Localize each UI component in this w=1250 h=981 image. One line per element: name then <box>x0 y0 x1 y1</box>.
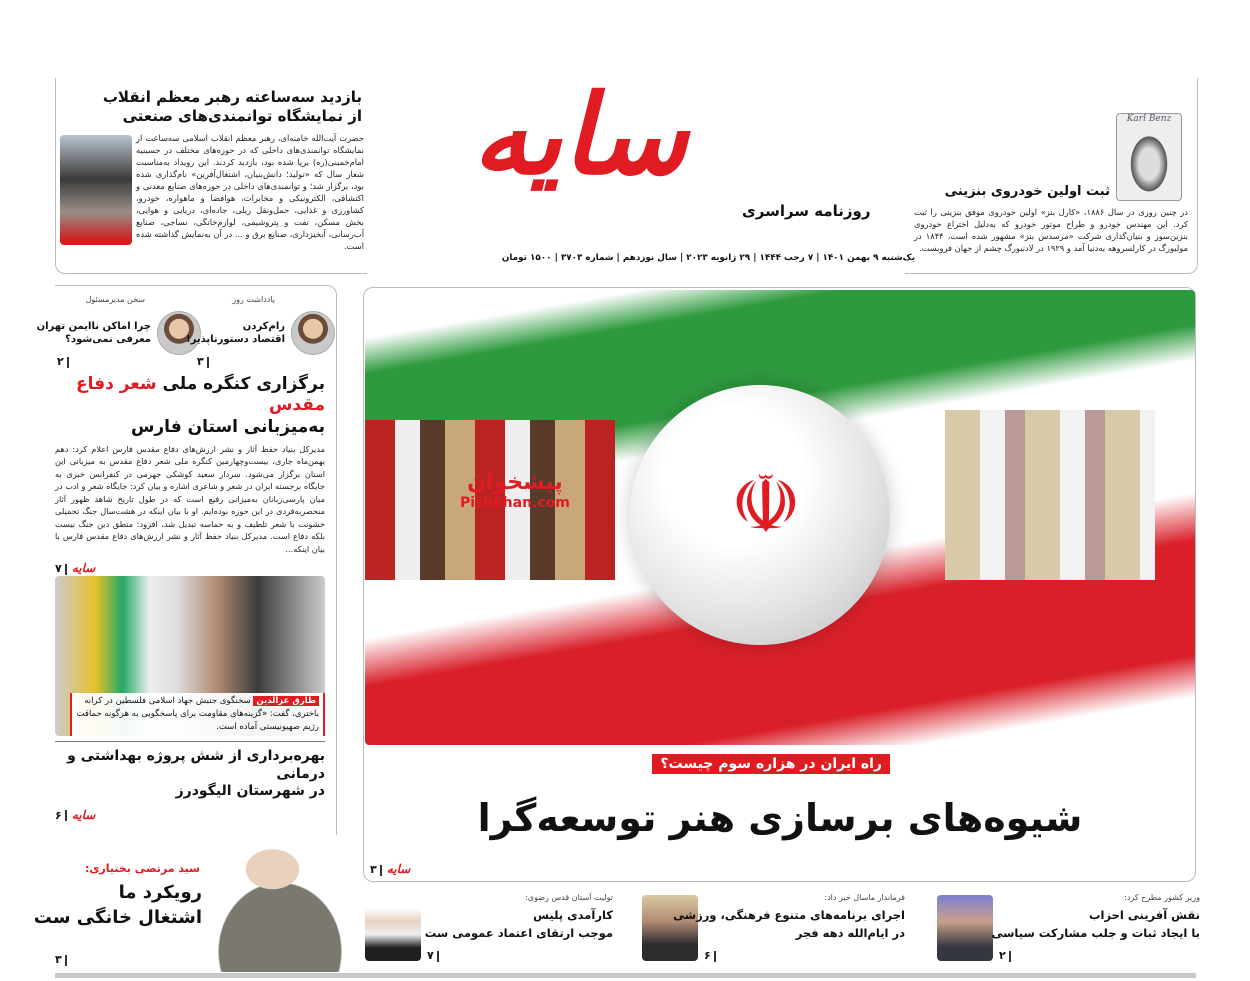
health-projects-headline[interactable] <box>55 748 325 801</box>
column-title-line: اقتصاد دستورناپذیر! <box>186 333 285 345</box>
news-title <box>425 906 613 942</box>
quote-text: سخنگوی جنبش جهاد اسلامی فلسطین در کرانه باختری، گفت: «گزینه‌های مقاومت برای پاسخگویی به هرگونه حماقت رژیم صهیونیستی آماده است. <box>76 696 319 733</box>
column-title[interactable] <box>186 321 285 346</box>
title-line: کارآمدی پلیس <box>533 908 613 922</box>
news-title <box>991 906 1200 942</box>
tariq-photo-block <box>55 576 325 736</box>
top-right-body: در چنین روزی در سال ۱۸۸۶، «کارل بنز» اولین خودروی موفق بنزینی را ثبت کرد. این مهندس خودرو و طراح موتور خودرو که به‌دلیل اختراع خودروی بنزین‌سوز و بنیان‌گذاری شرکت «مرسدس بنز» مشهور شده است، ۱۸۴۴ در مولبورگ در کارلسروهه به‌دنیا آمد و ۱۹۲۹ در لادنبورگ چشم از جهان فروبست. <box>914 207 1188 253</box>
quote-speaker: طارق عزالدین <box>253 696 319 706</box>
quote-box <box>70 693 325 736</box>
main-feature-image <box>365 290 1195 745</box>
headline-text: برگزاری کنگره ملی <box>156 374 325 394</box>
news-label: تولیت آستان قدس رضوی: <box>525 893 613 902</box>
poetry-congress-body: مدیرکل بنیاد حفظ آثار و نشر ارزش‌های دفاع مقدس فارس اعلام کرد: دهم بهمن‌ماه جاری، بیست‌وچهارمین کنگره ملی شعر دفاع مقدس به میزبانی این استان برگزار می‌شود. سردار سعید کوشکی جهرمی در کنفرانس خبری به جایگاه برجسته ایران در شعر و شاعری اشاره و بیان کرد: جایگاه شعر و ادب در میان پارسی‌زبانان به‌میزانی رفیع است که در طول تاریخ شاهد ظهور آثار منحصربه‌فردی در این حوزه بوده‌ایم. او با بیان اینکه در هشت‌سال جنگ تحمیلی خشونت با شعر تلطیف و به حماسه تبدیل شد، افزود: منطق دین جنگ نیست بلکه دفاع است. مدیرکل بنیاد حفظ آثار و نشر ارزش‌های دفاع مقدس فارس با بیان اینکه... <box>55 443 325 554</box>
bakhtiari-photo <box>205 835 355 972</box>
bottom-news-item[interactable] <box>363 893 613 965</box>
news-label: وزیر کشور مطرح کرد: <box>1124 893 1200 902</box>
page-ref: ۳ <box>197 355 209 368</box>
column-title[interactable] <box>37 321 151 346</box>
people-in-traditional-dress <box>945 410 1155 580</box>
column-title-line: رام‌کردن <box>242 321 285 332</box>
saye-mini-logo: سایه <box>71 561 96 576</box>
poetry-congress-headline[interactable] <box>55 374 325 438</box>
news-label: فرماندار ماسال خبر داد: <box>824 893 905 902</box>
top-left-headline[interactable] <box>62 88 362 126</box>
column-title-line: معرفی نمی‌شود؟ <box>65 333 151 345</box>
headline-highlight: شعر دفاع مقدس <box>75 374 325 416</box>
dateline: یک‌شنبه ۹ بهمن ۱۴۰۱ | ۷ رجب ۱۴۴۴ | ۲۹ ژانویه ۲۰۲۳ | سال نوزدهم | شماره ۳۷۰۳ | ۱۵۰۰ تومان <box>501 253 915 263</box>
main-headline[interactable]: شیوه‌های برسازی هنر توسعه‌گرا <box>477 796 1083 840</box>
health-page-ref <box>55 804 325 822</box>
top-right-headline[interactable]: ثبت اولین خودروی بنزینی <box>944 184 1110 199</box>
title-line: موجب ارتقای اعتماد عمومی ست <box>424 926 613 940</box>
astan-quds-custodian-photo <box>365 895 421 961</box>
page-ref: ۷ <box>427 949 439 962</box>
column-title-line: چرا اماکن ناایمن تهران <box>36 321 151 332</box>
page-ref: ۲ <box>999 949 1011 962</box>
title-line: در ایام‌الله دهه فجر <box>795 926 905 940</box>
headline-line-2: از نمایشگاه توانمندی‌های صنعتی <box>122 106 362 125</box>
pishkhan-watermark <box>460 470 570 511</box>
main-page-ref <box>370 858 410 877</box>
headline-line-1: بازدید سه‌ساعته رهبر معظم انقلاب <box>102 88 362 106</box>
page-ref: ۶ <box>704 949 716 962</box>
interview-headline[interactable] <box>34 880 202 930</box>
page-ref: ۷ <box>55 562 67 575</box>
page-ref: ۶ <box>55 809 67 822</box>
masthead-subtitle: روزنامه سراسری <box>742 202 871 220</box>
interview-speaker: سید مرتضی بختیاری: <box>84 862 200 875</box>
headline-line-2: اشتغال خانگی ست <box>33 907 202 928</box>
bottom-news-item[interactable] <box>640 893 905 965</box>
poetry-page-ref <box>55 557 325 576</box>
page-ref: ۳ <box>55 953 67 966</box>
top-left-body: حضرت آیت‌الله خامنه‌ای، رهبر معظم انقلاب اسلامی سه‌ساعت از نمایشگاه توانمندی‌های داخلی که در حوزه‌های مختلف در حسینیه امام‌خمینی(ره) برپا شده بود، بازدید کردند. این رویداد به‌مناسبت شعار سال که «تولید؛ دانش‌بنیان، اشتغال‌آفرین» نام‌گذاری شده بود، برگزار شد؛ و توانمندی‌های داخلی در حوزه‌های صنایع معدنی و اکتشافی، الکترونیکی و مخابرات، هوافضا و ماهواره، خودرو، کشاورزی و غذایی، حمل‌ونقل ریلی، جاده‌ای، دریایی و هوایی، بخش مسکن، نفت و پتروشیمی، لوازم‌خانگی، نساجی، صنایع آب‌رسانی، آبخیزداری، صنایع برق و ... در آن به‌نمایش گذاشته شده است. <box>136 133 364 251</box>
left-column-flow <box>55 374 325 822</box>
footer-bar <box>55 973 1196 978</box>
headline-line-2: در شهرستان الیگودرز <box>175 783 325 800</box>
news-title <box>673 906 905 942</box>
karl-benz-portrait <box>1116 113 1182 201</box>
headline-line-1: رویکرد ما <box>118 882 202 903</box>
title-line: نقش آفرینی احزاب <box>1088 908 1200 922</box>
columnist-avatar <box>291 311 335 355</box>
watermark-fa: پیشخوان <box>467 470 563 495</box>
column-label: یادداشت روز <box>232 295 275 304</box>
main-kicker[interactable]: راه ایران در هزاره سوم چیست؟ <box>652 754 890 774</box>
headline-line-1 <box>55 374 325 417</box>
page-ref: ۳ <box>370 863 382 876</box>
divider <box>55 741 325 742</box>
leader-visit-photo <box>60 135 132 245</box>
title-line: اجرای برنامه‌های متنوع فرهنگی، ورزشی <box>673 908 905 922</box>
masthead-logo: سایه <box>472 71 688 199</box>
column-label: سخن مدیرمسئول <box>85 295 145 304</box>
headline-line-2: به‌میزبانی استان فارس <box>130 416 325 437</box>
page-ref: ۲ <box>57 355 69 368</box>
saye-mini-logo: سایه <box>71 807 96 822</box>
interior-minister-photo <box>937 895 993 961</box>
portrait-caption: Karl Benz <box>1126 114 1172 124</box>
title-line: با ایجاد ثبات و جلب مشارکت سیاسی <box>991 926 1200 940</box>
watermark-en: Pishkhan.com <box>460 495 570 511</box>
headline-line-1: بهره‌برداری از شش پروژه بهداشتی و درمانی <box>67 748 325 782</box>
iran-emblem-icon: ☫ <box>730 458 802 551</box>
bottom-news-item[interactable] <box>935 893 1200 965</box>
editorial-columns <box>36 295 335 368</box>
saye-mini-logo: سایه <box>386 862 411 876</box>
